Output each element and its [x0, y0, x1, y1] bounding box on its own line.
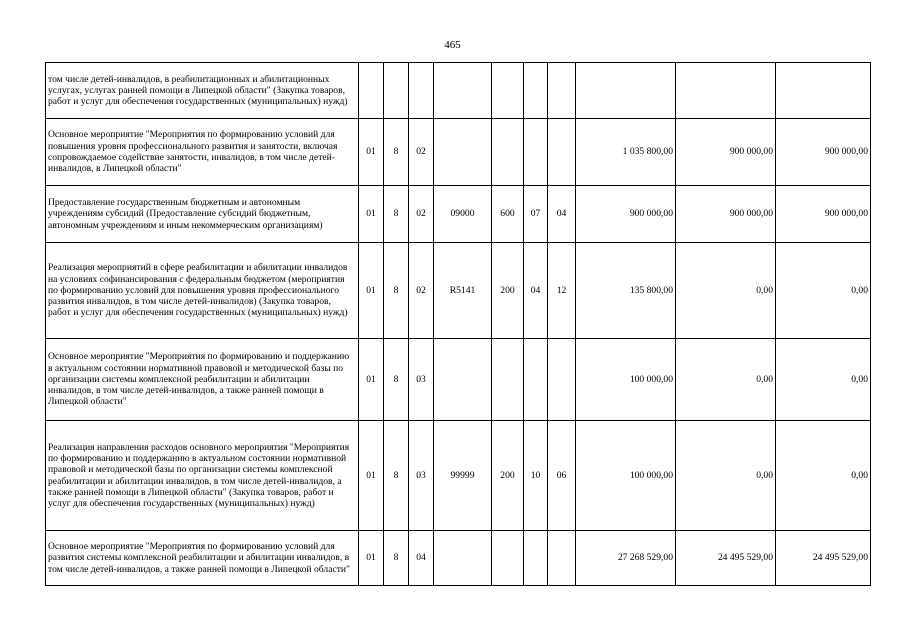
- code-cell: 03: [409, 339, 434, 421]
- code-cell: 03: [409, 421, 434, 531]
- code-cell: R5141: [434, 243, 492, 339]
- table-row: [46, 186, 871, 243]
- amount-cell: 900 000,00: [576, 186, 676, 243]
- code-cell: 200: [492, 243, 524, 339]
- table-row: [46, 531, 871, 586]
- amount-cell: 0,00: [676, 243, 776, 339]
- amount-cell: 0,00: [676, 339, 776, 421]
- amount-cell: 100 000,00: [576, 421, 676, 531]
- row-name: Реализация мероприятий в сфере реабилитации и абилитации инвалидов на условиях софинансирования с федеральным бюджетом (мероприятия по формированию условий для повышения уровня профессионального развития инвалидов, в том числе детей-инвалидов) (Закупка товаров, работ и услуг для обеспечения государственных (муниципальных) нужд): [46, 243, 359, 339]
- amount-cell: 0,00: [676, 421, 776, 531]
- row-name: Реализация направления расходов основного мероприятия "Мероприятия по формированию и поддержанию в актуальном состоянии нормативной правовой и методической базы по организации системы комплексной реабилитации и абилитации инвалидов, в том числе детей-инвалидов, а также ранней помощи в Липецкой области" (Закупка товаров, работ и услуг для обеспечения государственных (муниципальных) нужд): [46, 421, 359, 531]
- code-cell: [524, 339, 548, 421]
- code-cell: 01: [359, 421, 384, 531]
- amount-cell: 27 268 529,00: [576, 531, 676, 586]
- amount-cell: [576, 63, 676, 119]
- row-name: Основное мероприятие "Мероприятия по формированию условий для развития системы комплексной реабилитации и абилитации инвалидов, в том числе детей-инвалидов, а также ранней помощи в Липецкой области": [46, 531, 359, 586]
- row-name: Основное мероприятие "Мероприятия по формированию и поддержанию в актуальном состоянии нормативной правовой и методической базы по организации системы комплексной реабилитации и абилитации инвалидов, в том числе детей-инвалидов, а также ранней помощи в Липецкой области": [46, 339, 359, 421]
- code-cell: 8: [384, 119, 409, 186]
- code-cell: 01: [359, 339, 384, 421]
- code-cell: [548, 119, 576, 186]
- code-cell: 8: [384, 339, 409, 421]
- amount-cell: 24 495 529,00: [776, 531, 871, 586]
- code-cell: [548, 531, 576, 586]
- budget-table: [45, 62, 871, 586]
- row-name: Предоставление государственным бюджетным и автономным учреждениям субсидий (Предоставление субсидий бюджетным, автономным учреждениям и иным некоммерческим организациям): [46, 186, 359, 243]
- code-cell: 07: [524, 186, 548, 243]
- code-cell: 12: [548, 243, 576, 339]
- code-cell: 10: [524, 421, 548, 531]
- code-cell: 02: [409, 186, 434, 243]
- code-cell: [359, 63, 384, 119]
- amount-cell: 135 800,00: [576, 243, 676, 339]
- code-cell: 01: [359, 186, 384, 243]
- amount-cell: 0,00: [776, 339, 871, 421]
- code-cell: 200: [492, 421, 524, 531]
- code-cell: 01: [359, 531, 384, 586]
- row-name: Основное мероприятие "Мероприятия по формированию условий для повышения уровня профессионального развития и занятости, включая сопровождаемое содействие занятости, инвалидов, в том числе детей-инвалидов, в Липецкой области": [46, 119, 359, 186]
- table-row: [46, 243, 871, 339]
- amount-cell: 24 495 529,00: [676, 531, 776, 586]
- code-cell: 01: [359, 243, 384, 339]
- amount-cell: [676, 63, 776, 119]
- code-cell: 99999: [434, 421, 492, 531]
- table-row: [46, 421, 871, 531]
- row-name: том числе детей-инвалидов, в реабилитационных и абилитационных услугах, услугах ранней помощи в Липецкой области" (Закупка товаров, работ и услуг для обеспечения государственных (муниципальных) нужд): [46, 63, 359, 119]
- code-cell: [492, 119, 524, 186]
- code-cell: [434, 63, 492, 119]
- amount-cell: 0,00: [776, 421, 871, 531]
- amount-cell: 0,00: [776, 243, 871, 339]
- table-row: [46, 339, 871, 421]
- amount-cell: 900 000,00: [676, 186, 776, 243]
- amount-cell: 100 000,00: [576, 339, 676, 421]
- code-cell: [409, 63, 434, 119]
- code-cell: [434, 531, 492, 586]
- code-cell: [434, 119, 492, 186]
- code-cell: 04: [548, 186, 576, 243]
- code-cell: 8: [384, 243, 409, 339]
- code-cell: 8: [384, 186, 409, 243]
- code-cell: 06: [548, 421, 576, 531]
- code-cell: 09000: [434, 186, 492, 243]
- code-cell: [384, 63, 409, 119]
- code-cell: 04: [409, 531, 434, 586]
- code-cell: [548, 63, 576, 119]
- code-cell: 02: [409, 119, 434, 186]
- table-row: [46, 63, 871, 119]
- code-cell: [524, 531, 548, 586]
- code-cell: [524, 63, 548, 119]
- code-cell: 04: [524, 243, 548, 339]
- amount-cell: 900 000,00: [776, 119, 871, 186]
- code-cell: 600: [492, 186, 524, 243]
- page-number: 465: [444, 39, 461, 51]
- code-cell: [492, 63, 524, 119]
- code-cell: [492, 531, 524, 586]
- amount-cell: 900 000,00: [776, 186, 871, 243]
- code-cell: 8: [384, 421, 409, 531]
- code-cell: 02: [409, 243, 434, 339]
- amount-cell: 900 000,00: [676, 119, 776, 186]
- table-row: [46, 119, 871, 186]
- amount-cell: [776, 63, 871, 119]
- code-cell: 8: [384, 531, 409, 586]
- code-cell: 01: [359, 119, 384, 186]
- code-cell: [524, 119, 548, 186]
- code-cell: [548, 339, 576, 421]
- code-cell: [492, 339, 524, 421]
- code-cell: [434, 339, 492, 421]
- amount-cell: 1 035 800,00: [576, 119, 676, 186]
